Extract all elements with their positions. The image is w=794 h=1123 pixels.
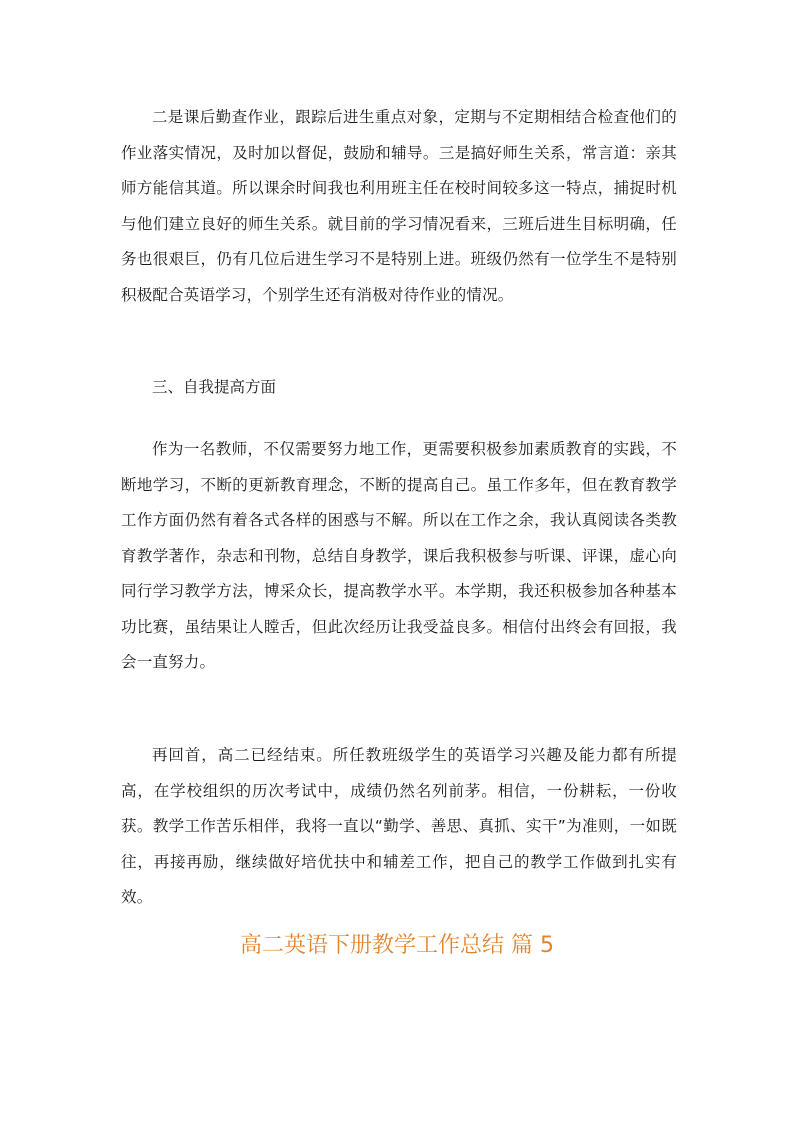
section-heading-self-improvement: 三、自我提高方面 [152, 378, 277, 396]
paragraph-conclusion: 再回首，高二已经结束。所任教班级学生的英语学习兴趣及能力都有所提高，在学校组织的历次考试中，成绩仍然名列前茅。相信，一份耕耘，一份收获。教学工作苦乐相伴，我将一直以“勤学、善思、真抓、实干”为准则，一如既往，再接再励，继续做好培优扶中和辅差工作，把自己的教学工作做到扎实有效。 [121, 746, 677, 906]
paragraph-self-improvement: 作为一名教师，不仅需要努力地工作，更需要积极参加素质教育的实践，不断地学习，不断的更新教育理念，不断的提高自己。虽工作多年，但在教育教学工作方面仍然有着各式各样的困惑与不解。所以在工作之余，我认真阅读各类教育教学著作，杂志和刊物，总结自身教学，课后我积极参与听课、评课，虚心向同行学习教学方法，博采众长，提高教学水平。本学期，我还积极参加各种基本功比赛，虽结果让人瞠舌，但此次经历让我受益良多。相信付出终会有回报，我会一直努力。 [121, 440, 677, 671]
paragraph-followup-students: 二是课后勤查作业，跟踪后进生重点对象，定期与不定期相结合检查他们的作业落实情况，及时加以督促，鼓励和辅导。三是搞好师生关系，常言道：亲其师方能信其道。所以课余时间我也利用班主任在校时间较多这一特点，捕捉时机与他们建立良好的师生关系。就目前的学习情况看来，三班后进生目标明确，任务也很艰巨，仍有几位后进生学习不是特别上进。班级仍然有一位学生不是特别积极配合英语学习，个别学生还有消极对待作业的情况。 [121, 108, 677, 304]
section-title: 高二英语下册教学工作总结 篇 5 [240, 933, 554, 958]
